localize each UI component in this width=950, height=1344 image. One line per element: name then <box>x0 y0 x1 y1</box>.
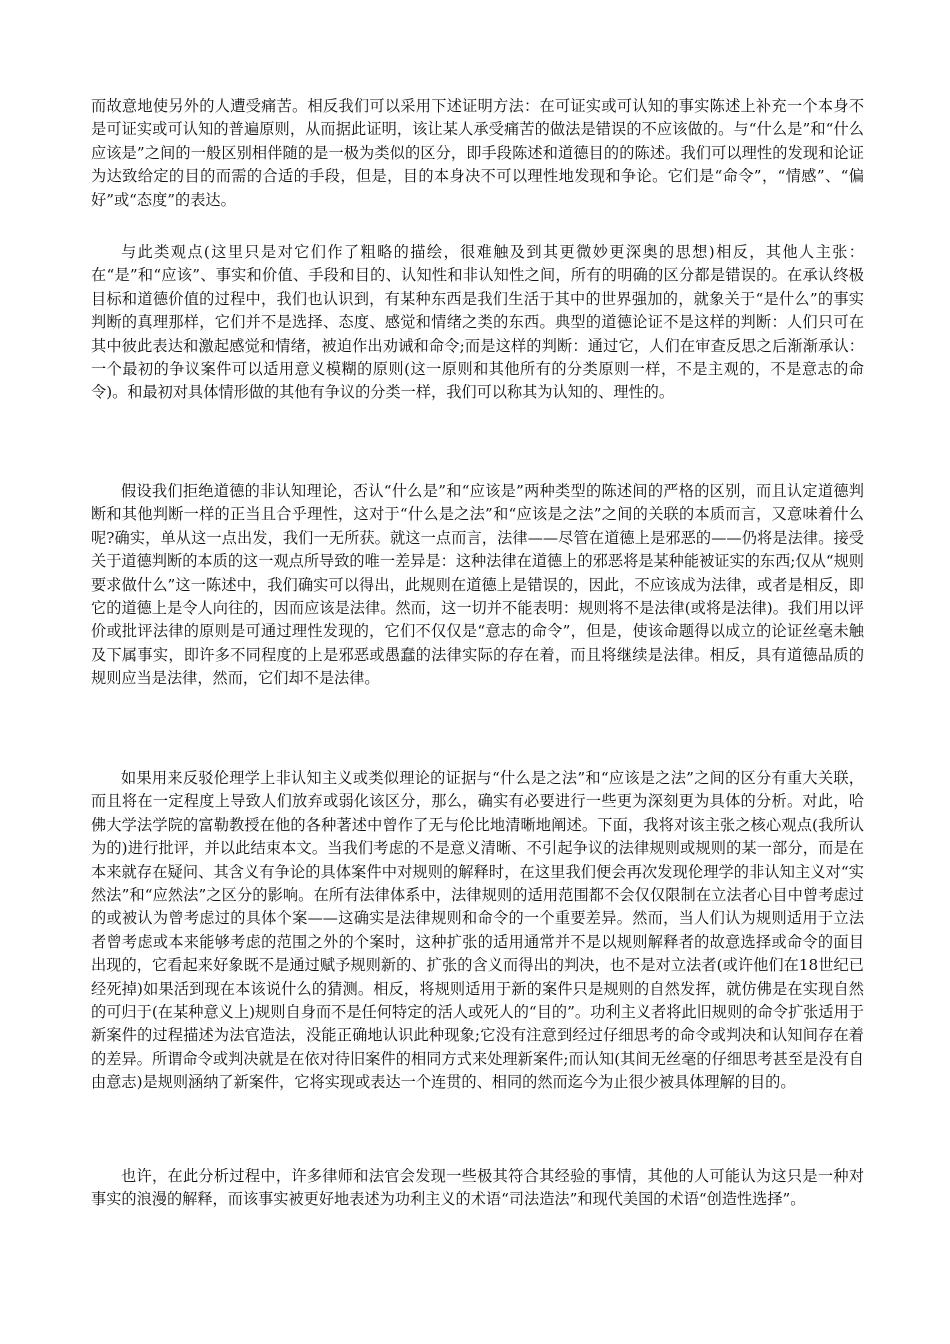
paragraph-2: 与此类观点(这里只是对它们作了粗略的描绘，很难触及到其更微妙更深奥的思想)相反，其他人主张：在“是”和“应该”、事实和价值、手段和目的、认知性和非认知性之间，所有的明确的区分都是错误的。在承认终极目标和道德价值的过程中，我们也认识到，有某种东西是我们生活于其中的世界强加的，就象关于“是什么”的事实判断的真理那样，它们并不是选择、态度、感觉和情绪之类的东西。典型的道德论证不是这样的判断：人们只可在其中彼此表达和激起感觉和情绪，被迫作出劝诫和命令;而是这样的判断：通过它，人们在审查反思之后渐渐承认：一个最初的争议案件可以适用意义模糊的原则(这一原则和其他所有的分类原则一样，不是主观的，不是意志的命令)。和最初对具体情形做的其他有争议的分类一样，我们可以称其为认知的、理性的。 <box>91 243 864 402</box>
paragraph-5: 也许，在此分析过程中，许多律师和法官会发现一些极其符合其经验的事情，其他的人可能认为这只是一种对事实的浪漫的解释，而该事实被更好地表述为功利主义的术语“司法造法”和现代美国的术语“创造性选择”。 <box>91 1167 864 1209</box>
paragraph-1: 而故意地使另外的人遭受痛苦。相反我们可以采用下述证明方法：在可证实或可认知的事实陈述上补充一个本身不是可证实或可认知的普遍原则，从而据此证明，该让某人承受痛苦的做法是错误的不应该做的。与“什么是”和“什么应该是”之间的一般区别相伴随的是一极为类似的区分，即手段陈述和道德目的的陈述。我们可以理性的发现和论证为达致给定的目的而需的合适的手段，但是，目的本身决不可以理性地发现和争论。它们是“命令”，“情感”、“偏好”或“态度”的表达。 <box>91 97 864 209</box>
paragraph-3: 假设我们拒绝道德的非认知理论，否认“什么是”和“应该是”两种类型的陈述间的严格的区别，而且认定道德判断和其他判断一样的正当且合乎理性，这对于“什么是之法”和“应该是之法”之间的关联的本质而言，又意味着什么呢?确实，单从这一点出发，我们一无所获。就这一点而言，法律——尽管在道德上是邪恶的——仍将是法律。接受关于道德判断的本质的这一观点所导致的唯一差异是：这种法律在道德上的邪恶将是某种能被证实的东西;仅从“规则要求做什么”这一陈述中，我们确实可以得出，此规则在道德上是错误的，因此，不应该成为法律，或者是相反，即它的道德上是令人向往的，因而应该是法律。然而，这一切并不能表明：规则将不是法律(或将是法律)。我们用以评价或批评法律的原则是可通过理性发现的，它们不仅仅是“意志的命令”，但是，使该命题得以成立的论证丝毫未触及下属事实，即许多不同程度的上是邪恶或愚蠢的法律实际的存在着，而且将继续是法律。相反，具有道德品质的规则应当是法律，然而，它们却不是法律。 <box>91 482 864 688</box>
paragraph-4: 如果用来反驳伦理学上非认知主义或类似理论的证据与“什么是之法”和“应该是之法”之间的区分有重大关联，而且将在一定程度上导致人们放弃或弱化该区分，那么，确实有必要进行一些更为深刻更为具体的分析。对此，哈佛大学法学院的富勒教授在他的各种著述中曾作了无与伦比地清晰地阐述。下面，我将对该主张之核心观点(我所认为的)进行批评，并以此结束本文。当我们考虑的不是意义清晰、不引起争议的法律规则或规则的某一部分，而是在本来就存在疑问、其含义有争论的具体案件中对规则的解释时，在这里我们便会再次发现伦理学的非认知主义对“实然法”和“应然法”之区分的影响。在所有法律体系中，法律规则的适用范围都不会仅仅限制在立法者心目中曾考虑过的或被认为曾考虑过的具体个案——这确实是法律规则和命令的一个重要差异。然而，当人们认为规则适用于立法者曾考虑或本来能够考虑的范围之外的个案时，这种扩张的适用通常并不是以规则解释者的故意选择或命令的面目出现的，它看起来好象既不是通过赋予规则新的、扩张的含义而得出的判决，也不是对立法者(或许他们在18世纪已经死掉)如果活到现在本该说什么的猜测。相反，将规则适用于新的案件只是规则的自然发挥，就仿佛是在实现自然的可归于(在某种意义上)规则自身而不是任何特定的活人或死人的“目的”。功利主义者将此旧规则的命令扩张适用于新案件的过程描述为法官造法，没能正确地认识此种现象;它没有注意到经过仔细思考的命令或判决和认知间存在着的差异。所谓命令或判决就是在依对待旧案件的相同方式来处理新案件;而认知(其间无丝毫的仔细思考甚至是没有自由意志)是规则涵纳了新案件，它将实现或表达一个连贯的、相同的然而迄今为止很少被具体理解的目的。 <box>91 769 864 1092</box>
